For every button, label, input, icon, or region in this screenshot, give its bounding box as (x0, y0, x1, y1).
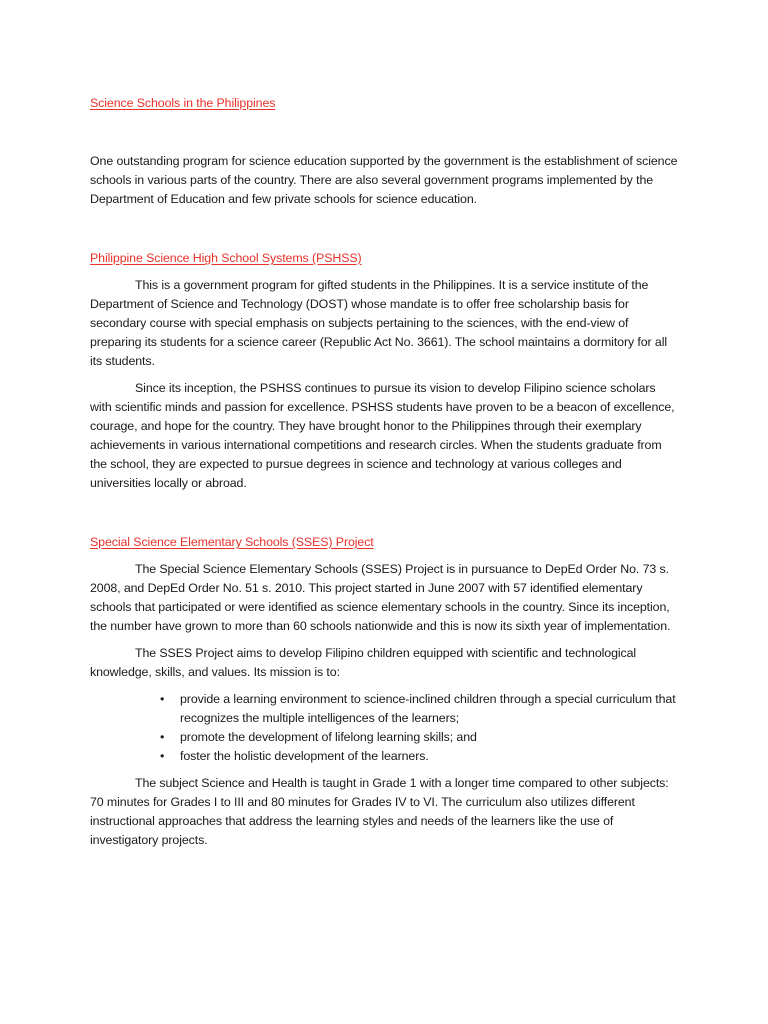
list-item (160, 690, 680, 728)
sses-paragraph-3: The subject Science and Health is taught in Grade 1 with a longer time compared to other subjects: 70 minutes for Grades I to III and 80 minutes for Grades IV to VI. The curriculum also utilizes different instructional approaches that address the learning styles and needs of the learners like the use of investigatory projects. (90, 776, 669, 847)
bullet-icon: • (160, 692, 165, 706)
section-heading-sses: Special Science Elementary Schools (SSES) Project (90, 535, 374, 549)
sses-paragraph-2: The SSES Project aims to develop Filipino children equipped with scientific and technological knowledge, skills, and values. Its mission is to: (90, 646, 637, 679)
list-item-text: provide a learning environment to science-inclined children through a special curriculum that recognizes the multiple intelligences of the learners; (180, 692, 676, 725)
sses-paragraph-1: The Special Science Elementary Schools (SSES) Project is in pursuance to DepEd Order No. 73 s. 2008, and DepEd Order No. 51 s. 2010. This project started in June 2007 with 57 identified elementary schools that participated or were identified as science elementary schools in the country. Since its inception, the number have grown to more than 60 schools nationwide and this is now its sixth year of implementation. (90, 562, 671, 633)
list-item-text: promote the development of lifelong learning skills; and (180, 730, 477, 744)
list-item (160, 728, 680, 747)
list-item (160, 747, 680, 766)
intro-paragraph: One outstanding program for science education supported by the government is the establishment of science schools in various parts of the country. There are also several government programs implemented by the Department of Education and few private schools for science education. (90, 154, 678, 206)
section-heading-pshss: Philippine Science High School Systems (PSHSS) (90, 251, 362, 265)
bullet-icon: • (160, 749, 165, 763)
sses-mission-list (90, 690, 680, 766)
pshss-paragraph-2: Since its inception, the PSHSS continues to pursue its vision to develop Filipino science scholars with scientific minds and passion for excellence. PSHSS students have proven to be a beacon of excellence, courage, and hope for the country. They have brought honor to the Philippines through their exemplary achievements in various international competitions and research circles. When the students graduate from the school, they are expected to pursue degrees in science and technology at various colleges and universities locally or abroad. (90, 381, 675, 490)
section-heading-science-schools: Science Schools in the Philippines (90, 96, 276, 110)
bullet-icon: • (160, 730, 165, 744)
pshss-paragraph-1: This is a government program for gifted students in the Philippines. It is a service institute of the Department of Science and Technology (DOST) whose mandate is to offer free scholarship basis for secondary course with special emphasis on subjects pertaining to the sciences, with the end-view of preparing its students for a science career (Republic Act No. 3661). The school maintains a dormitory for all its students. (90, 278, 668, 368)
document-page (90, 94, 680, 850)
list-item-text: foster the holistic development of the learners. (180, 749, 429, 763)
